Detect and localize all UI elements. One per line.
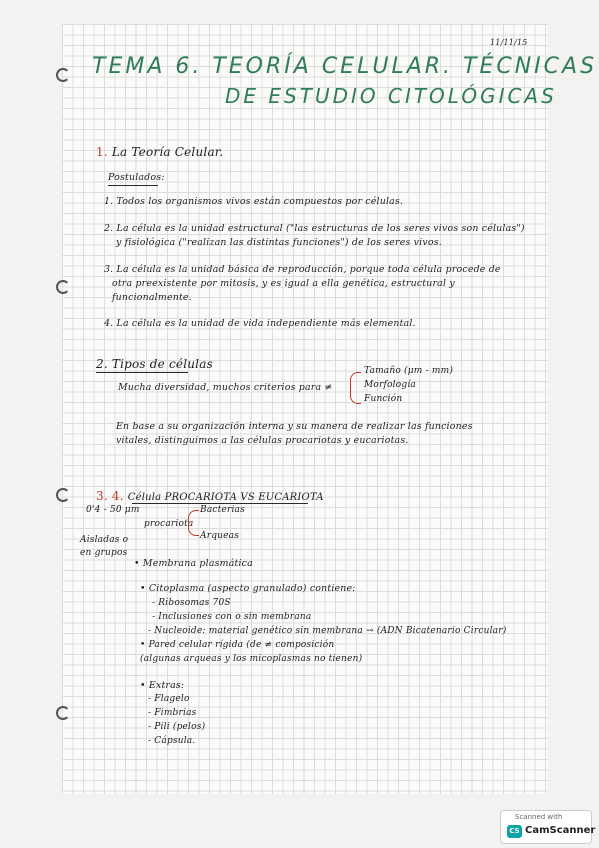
binder-hole-4 bbox=[56, 706, 70, 720]
section1-title: La Teoría Celular. bbox=[111, 145, 224, 159]
section2-underline bbox=[96, 372, 188, 373]
section3-number: 3. 4. bbox=[96, 489, 124, 503]
size-range: 0'4 - 50 μm bbox=[86, 505, 140, 515]
criteria-morphology: Morfología bbox=[364, 380, 416, 390]
citoplasma-item: • Citoplasma (aspecto granulado) contiene: bbox=[140, 583, 356, 594]
postulado-2-line-2: y fisiológica ("realizan las distintas funciones") de los seres vivos. bbox=[116, 237, 442, 248]
procariota-brace bbox=[188, 510, 199, 536]
binder-hole-2 bbox=[56, 280, 70, 294]
grouping-line-2: en grupos bbox=[80, 548, 128, 558]
criteria-brace bbox=[350, 372, 361, 404]
scanned-with-text: Scanned with bbox=[515, 813, 563, 821]
types-paragraph-line-2: vitales, distinguimos a las células procariotas y eucariotas. bbox=[116, 435, 409, 446]
postulados-label: Postulados: bbox=[108, 172, 165, 183]
nucleoide-item: - Nucleoide: material genético sin membrana → (ADN Bicatenario Circular) bbox=[148, 626, 507, 636]
extra-pili: - Pili (pelos) bbox=[148, 722, 206, 732]
camscanner-name: CamScanner bbox=[525, 825, 596, 836]
section3-title: Célula PROCARIOTA VS EUCARIOTA bbox=[127, 492, 324, 503]
postulado-2-line-1: 2. La célula es la unidad estructural ("las estructuras de los seres vivos son células") bbox=[104, 223, 525, 234]
extra-flagelo: - Flagelo bbox=[148, 694, 190, 704]
postulado-3-line-3: funcionalmente. bbox=[112, 292, 192, 303]
section3-heading bbox=[96, 489, 324, 503]
ribosomas-item: - Ribosomas 70S bbox=[152, 598, 231, 608]
membrana-item: • Membrana plasmática bbox=[134, 558, 253, 569]
types-paragraph-line-1: En base a su organización interna y su manera de realizar las funciones bbox=[116, 421, 473, 432]
camscanner-watermark bbox=[500, 810, 596, 844]
procariota-label: procariota bbox=[144, 519, 194, 529]
inclusiones-item: - Inclusiones con o sin membrana bbox=[152, 612, 312, 622]
notebook-page bbox=[62, 24, 548, 794]
type-bacteria: Bacterias bbox=[200, 505, 245, 515]
postulados-underline bbox=[108, 185, 158, 186]
postulado-1: 1. Todos los organismos vivos están compuestos por células. bbox=[104, 196, 404, 207]
extra-capsula: - Cápsula. bbox=[148, 736, 196, 746]
criteria-function: Función bbox=[364, 394, 403, 404]
section3-underline bbox=[132, 503, 308, 504]
pared-item-line-2: (algunas arqueas y los micoplasmas no tienen) bbox=[140, 654, 363, 664]
extras-label: • Extras: bbox=[140, 680, 185, 691]
pared-item-line-1: • Pared celular rígida (de ≠ composición bbox=[140, 640, 335, 650]
binder-hole-3 bbox=[56, 488, 70, 502]
camscanner-logo-icon: CS bbox=[507, 825, 522, 838]
section1-number: 1. bbox=[96, 145, 108, 159]
section2-heading: 2. Tipos de células bbox=[96, 357, 213, 371]
grouping-line-1: Aisladas o bbox=[80, 535, 129, 545]
title-line-1: TEMA 6. TEORÍA CELULAR. TÉCNICAS bbox=[92, 54, 598, 79]
postulado-4: 4. La célula es la unidad de vida independiente más elemental. bbox=[104, 318, 416, 329]
title-line-2: DE ESTUDIO CITOLÓGICAS bbox=[225, 84, 557, 108]
criteria-size: Tamaño (μm - mm) bbox=[364, 366, 454, 376]
type-arqueas: Arqueas bbox=[200, 531, 240, 541]
postulado-3-line-2: otra preexistente por mitosis, y es igual a ella genética, estructural y bbox=[112, 278, 455, 289]
date: 11/11/15 bbox=[490, 38, 528, 47]
section1-heading bbox=[96, 145, 223, 159]
postulado-3-line-1: 3. La célula es la unidad básica de reproducción, porque toda célula procede de bbox=[104, 264, 501, 275]
diversity-text: Mucha diversidad, muchos criterios para ≠ bbox=[118, 382, 333, 393]
binder-hole-1 bbox=[56, 68, 70, 82]
extra-fimbrias: - Fimbrias bbox=[148, 708, 197, 718]
